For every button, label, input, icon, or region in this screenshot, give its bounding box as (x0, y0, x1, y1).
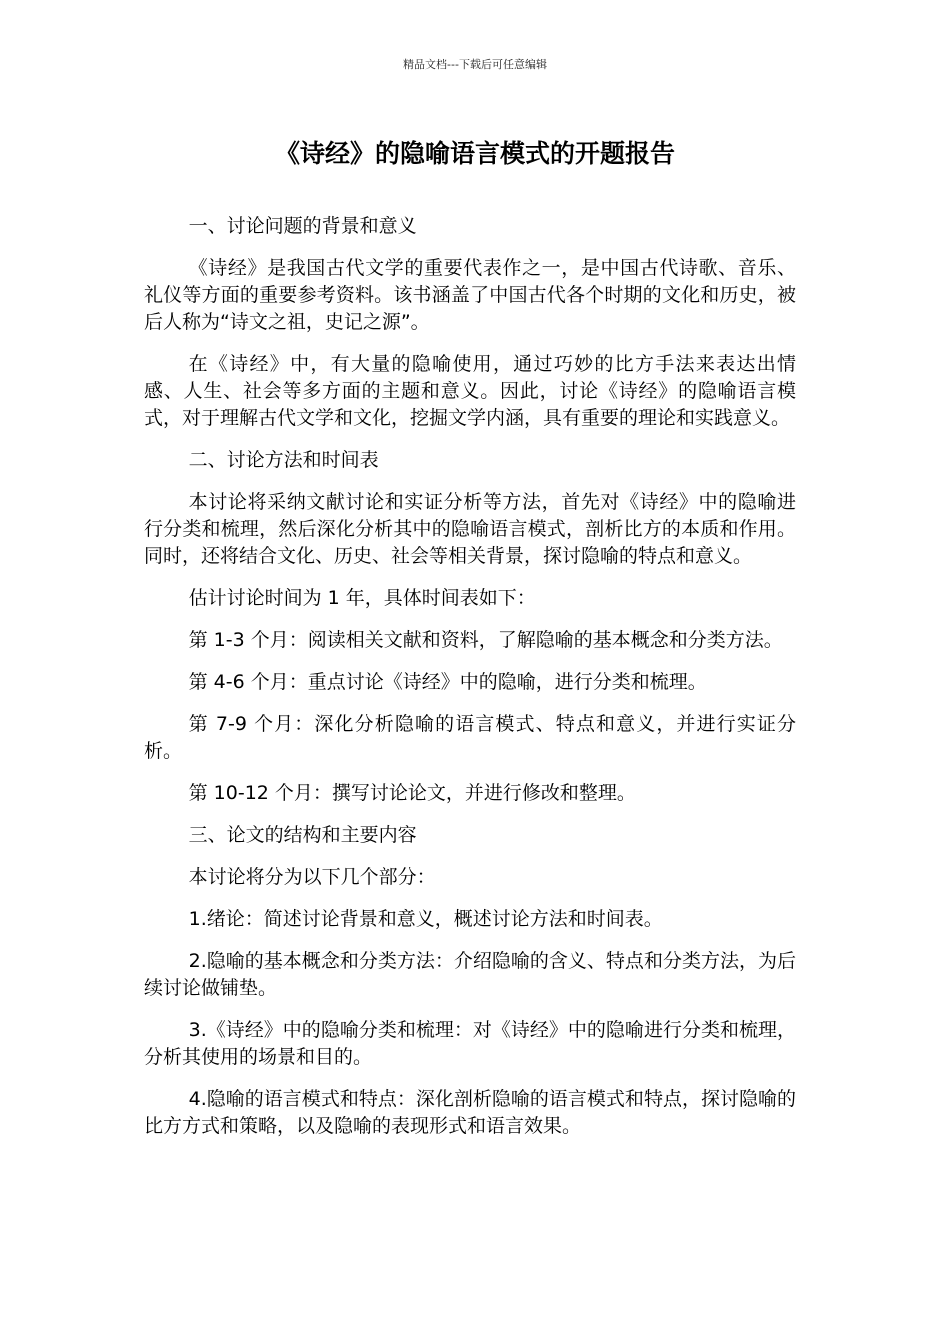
schedule-item-4: 第 10-12 个月：撰写讨论论文，并进行修改和整理。 (188, 782, 636, 804)
schedule-item-1: 第 1-3 个月：阅读相关文献和资料，了解隐喻的基本概念和分类方法。 (188, 629, 783, 651)
paragraph-structure-intro: 本讨论将分为以下几个部分： (188, 866, 436, 888)
document-title: 《诗经》的隐喻语言模式的开题报告 (274, 139, 675, 168)
structure-item-2: 2.隐喻的基本概念和分类方法：介绍隐喻的含义、特点和分类方法，为后续讨论做铺垫。 (144, 950, 796, 999)
document-body (144, 213, 796, 1155)
structure-item-1: 1.绪论：简述讨论背景和意义，概述讨论方法和时间表。 (188, 908, 663, 930)
section-heading-method: 二、讨论方法和时间表 (188, 449, 379, 471)
section-heading-structure: 三、论文的结构和主要内容 (188, 824, 417, 846)
structure-item-4: 4.隐喻的语言模式和特点：深化剖析隐喻的语言模式和特点，探讨隐喻的比方方式和策略，以及隐喻的表现形式和语言效果。 (144, 1088, 796, 1137)
paragraph-schedule-intro: 估计讨论时间为 1 年，具体时间表如下： (188, 587, 536, 609)
paragraph-method: 本讨论将采纳文献讨论和实证分析等方法，首先对《诗经》中的隐喻进行分类和梳理，然后深化分析其中的隐喻语言模式，剖析比方的本质和作用。同时，还将结合文化、历史、社会等相关背景，探讨隐喻的特点和意义。 (144, 491, 796, 567)
schedule-item-2: 第 4-6 个月：重点讨论《诗经》中的隐喻，进行分类和梳理。 (188, 671, 707, 693)
schedule-item-3: 第 7-9 个月：深化分析隐喻的语言模式、特点和意义，并进行实证分析。 (144, 713, 796, 762)
section-heading-background: 一、讨论问题的背景和意义 (188, 215, 417, 237)
paragraph-intro: 《诗经》是我国古代文学的重要代表作之一，是中国古代诗歌、音乐、礼仪等方面的重要参考资料。该书涵盖了中国古代各个时期的文化和历史，被后人称为“诗文之祖，史记之源”。 (144, 257, 796, 333)
header-note: 精品文档---下载后可任意编辑 (403, 58, 547, 71)
paragraph-metaphor-significance: 在《诗经》中，有大量的隐喻使用，通过巧妙的比方手法来表达出情感、人生、社会等多方面的主题和意义。因此，讨论《诗经》的隐喻语言模式，对于理解古代文学和文化，挖掘文学内涵，具有重要的理论和实践意义。 (144, 353, 796, 429)
structure-item-3: 3.《诗经》中的隐喻分类和梳理：对《诗经》中的隐喻进行分类和梳理，分析其使用的场景和目的。 (144, 1019, 796, 1068)
